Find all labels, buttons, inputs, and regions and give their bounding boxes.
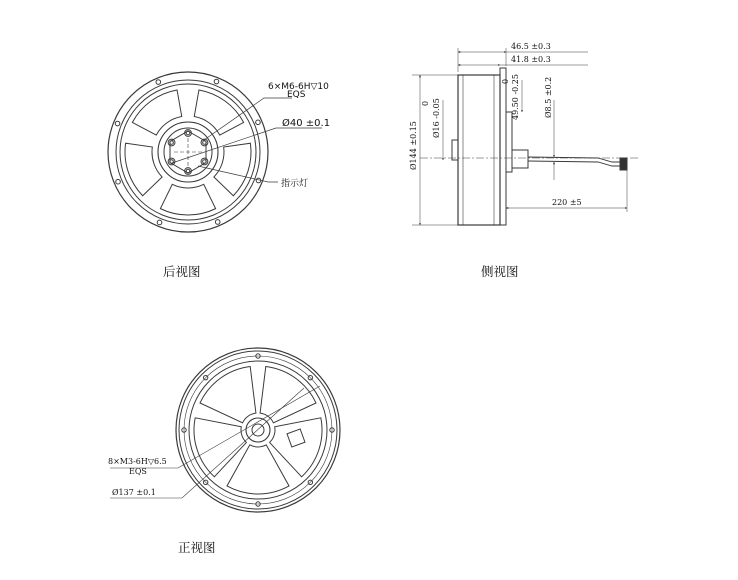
- side-cable-length: 220 ±5: [552, 198, 582, 207]
- rear-thread-eqs: EQS: [287, 90, 306, 100]
- side-body-length: 41.8 ±0.3: [511, 55, 551, 64]
- front-square-label: [287, 429, 305, 447]
- front-thread-spec: 8×M3-6H▽6.5: [108, 457, 167, 466]
- side-shaft-diameter: Ø16 -0.05: [432, 98, 441, 138]
- front-window: [270, 418, 322, 477]
- rear-rim-hole: [115, 121, 120, 126]
- front-windows: [194, 366, 322, 494]
- rear-window: [160, 184, 215, 215]
- front-outer-rim: [176, 348, 340, 512]
- side-pilot-upper-dev: 0: [501, 78, 510, 84]
- side-pilot: [506, 112, 512, 172]
- rear-rim-hole: [156, 80, 161, 85]
- front-window: [227, 445, 289, 494]
- front-outer-ring-2: [179, 351, 337, 509]
- rear-rim-hole: [256, 120, 261, 125]
- side-view-labels: [409, 42, 582, 207]
- side-view: [412, 48, 640, 225]
- rear-bolt-circle-leader: [172, 128, 322, 163]
- front-view-caption: 正视图: [178, 540, 216, 555]
- side-connector: [620, 158, 627, 170]
- side-total-length: 46.5 ±0.3: [511, 42, 551, 51]
- rear-rim-hole: [157, 220, 162, 225]
- front-bolt-ring: [184, 356, 332, 504]
- side-view-caption: 侧视图: [481, 264, 519, 279]
- rear-bolt-circle: Ø40 ±0.1: [282, 118, 331, 129]
- front-bolt-circle-leader: [110, 388, 304, 498]
- side-pilot-diameter: 49.50 -0.25: [511, 74, 520, 120]
- front-bolt-circle: Ø137 ±0.1: [112, 488, 156, 497]
- side-flange: [500, 68, 506, 225]
- rear-threaded-hole-core: [186, 169, 190, 173]
- rear-rim-hole: [214, 79, 219, 84]
- side-outer-diameter: Ø144 ±0.15: [409, 121, 418, 170]
- rear-window: [132, 90, 181, 135]
- front-view-labels: [108, 457, 167, 497]
- side-cable-diameter: Ø8.5 ±0.2: [544, 76, 553, 118]
- rear-rim-hole: [116, 179, 121, 184]
- front-thread-leader: [110, 386, 320, 468]
- side-shaft: [512, 150, 528, 168]
- side-shaft-upper-dev: 0: [421, 100, 430, 106]
- front-inner-ring: [189, 361, 327, 499]
- rear-window: [194, 90, 243, 135]
- side-shaft-stub: [452, 140, 458, 160]
- rear-indicator-light: 指示灯: [281, 179, 309, 189]
- front-rim-holes: [182, 354, 334, 506]
- rear-rim-hole: [215, 220, 220, 225]
- rear-threaded-hole-core: [186, 131, 190, 135]
- rear-thread-spec: 6×M6-6H▽10: [268, 82, 329, 92]
- front-thread-eqs: EQS: [129, 467, 147, 476]
- rear-view-caption: 后视图: [163, 264, 201, 279]
